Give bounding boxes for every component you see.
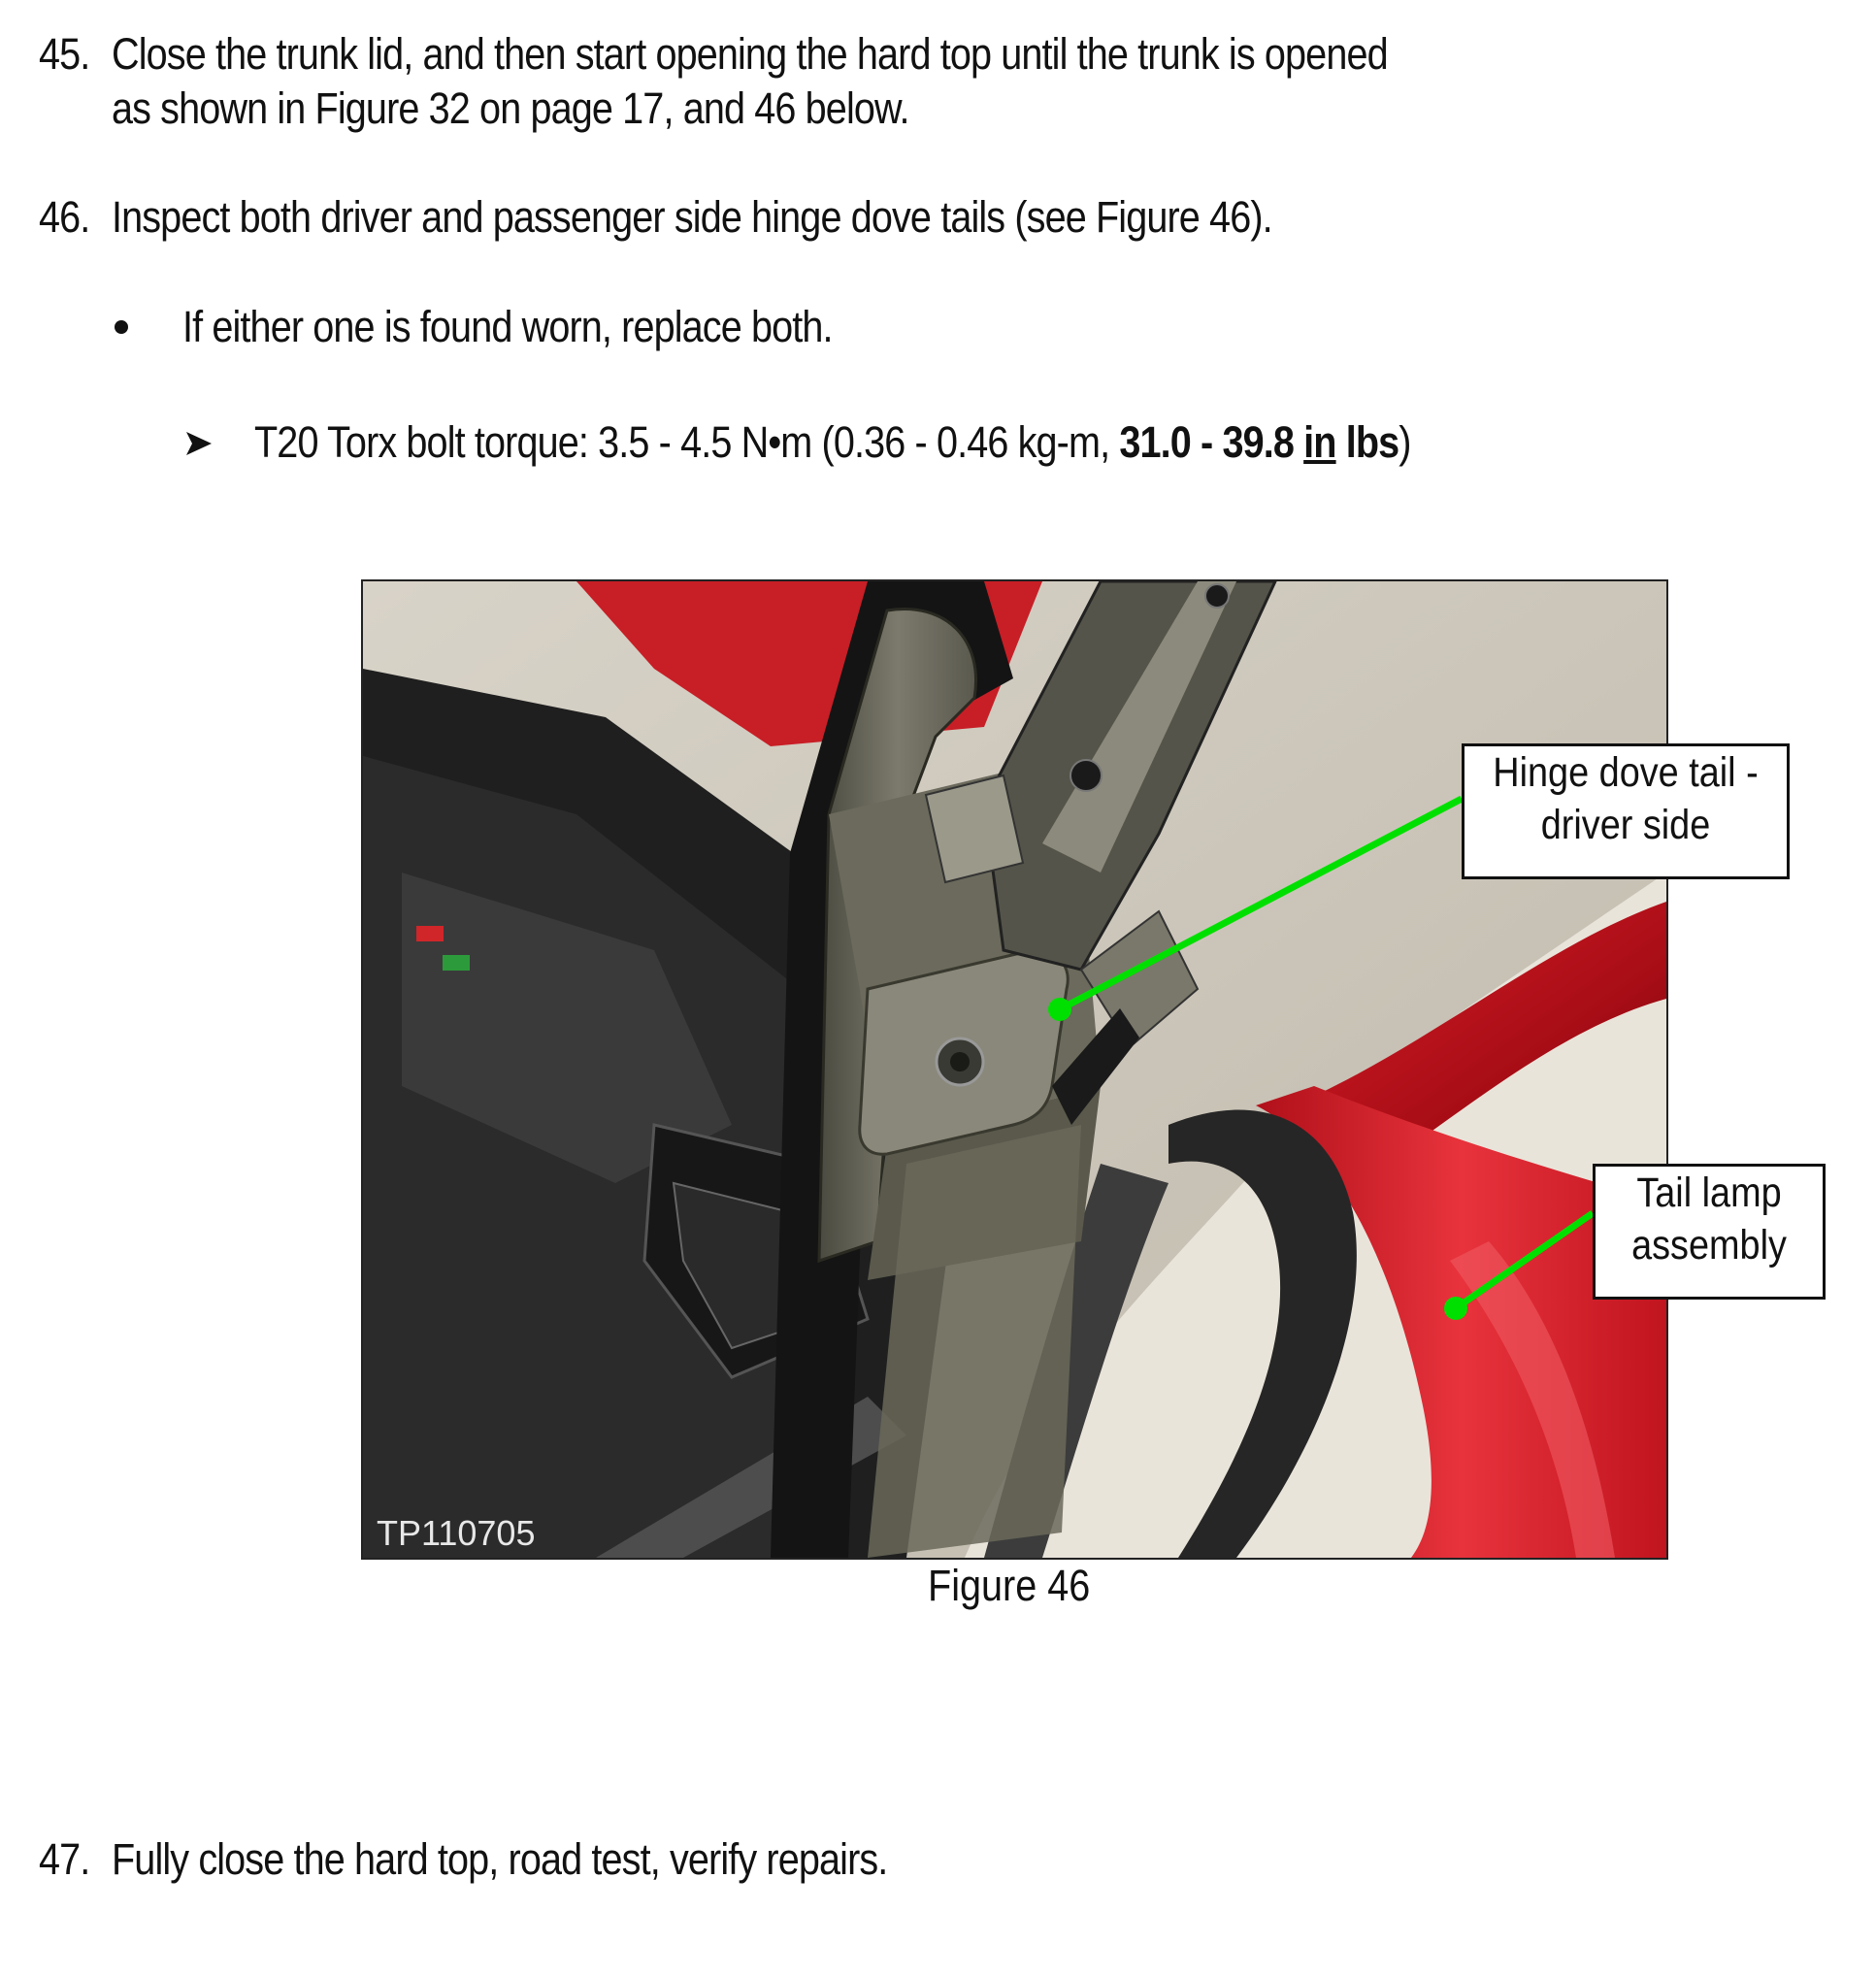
step-46-text: Inspect both driver and passenger side hinge dove tails (see Figure 46). — [112, 192, 1272, 242]
torque-bold-value: 31.0 - 39.8 — [1119, 417, 1304, 467]
bullet-icon — [115, 320, 128, 334]
callout-line: Tail lamp — [1636, 1170, 1782, 1216]
torque-bold-unit: lbs — [1335, 417, 1399, 467]
step-number: 46. — [39, 192, 90, 242]
bullet-text: If either one is found worn, replace both. — [182, 302, 833, 351]
step-45-line-1: Close the trunk lid, and then start opening the hard top until the trunk is opened — [112, 29, 1388, 79]
callout-line: driver side — [1540, 802, 1711, 848]
figure-caption: Figure 46 — [928, 1561, 1091, 1610]
callout-line: Hinge dove tail - — [1493, 749, 1759, 796]
arrow-bullet-icon — [184, 429, 214, 467]
photo-id-label: TP110705 — [377, 1513, 536, 1553]
hinge-photo-illustration — [363, 581, 1666, 1558]
torque-spec — [254, 415, 1411, 470]
callout-tail-lamp — [1593, 1164, 1826, 1300]
step-45-text — [112, 27, 1388, 136]
step-number: 45. — [39, 29, 90, 79]
callout-line: assembly — [1631, 1222, 1787, 1269]
step-number: 47. — [39, 1834, 90, 1884]
torque-prefix: T20 Torx bolt torque: 3.5 - 4.5 N•m (0.36 - 0.46 kg-m, — [254, 417, 1120, 467]
torque-suffix: ) — [1399, 417, 1411, 467]
step-45-line-2: as shown in Figure 32 on page 17, and 46 below. — [112, 83, 909, 133]
step-47-text: Fully close the hard top, road test, verify repairs. — [112, 1834, 888, 1884]
callout-hinge-dove-tail — [1462, 743, 1790, 879]
figure-photo — [361, 579, 1668, 1560]
torque-unit-underlined: in — [1303, 417, 1336, 467]
